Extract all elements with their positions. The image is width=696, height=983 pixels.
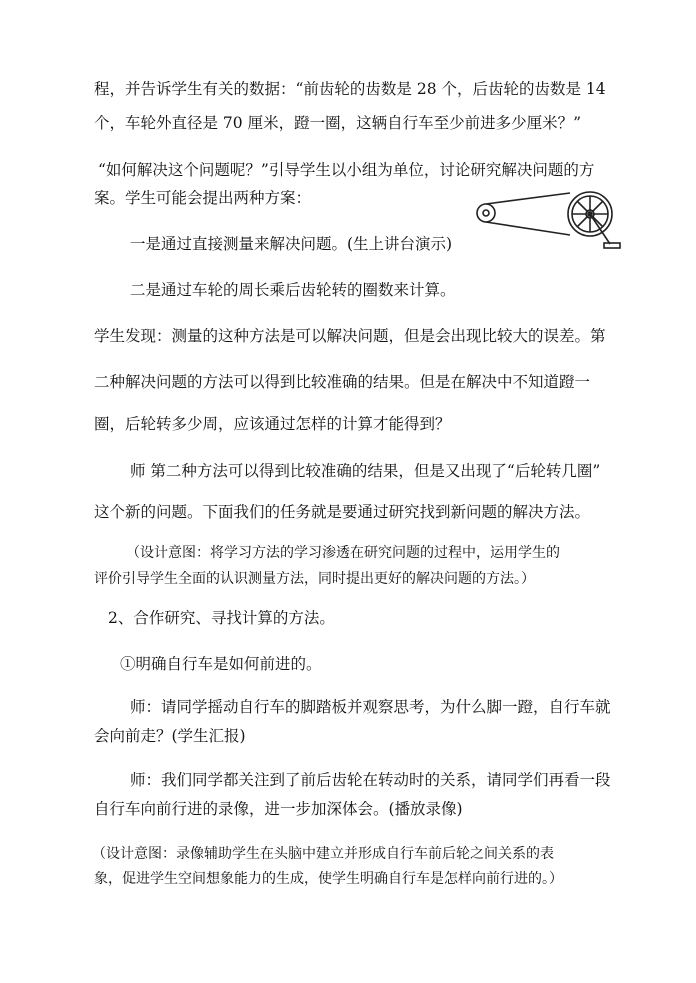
design-note-4: 象，促进学生空间想象能力的生成，使学生明确自行车是怎样向前行进的。） <box>94 871 563 887</box>
subsection-heading: ①明确自行车是如何前进的。 <box>120 655 322 673</box>
text-line-7: 学生发现：测量的这种方法是可以解决问题，但是会出现比较大的误差。第 <box>94 327 606 345</box>
text-line-2: 个，车轮外直径是 70 厘米，蹬一圈，这辆自行车至少前进多少厘米？” <box>94 114 582 132</box>
text-line-14: 师：我们同学都关注到了前后齿轮在转动时的关系，请同学们再看一段 <box>130 771 611 789</box>
design-note-2: 评价引导学生全面的认识测量方法，同时提出更好的解决问题的方法。） <box>94 571 535 587</box>
text-line-12: 师：请同学摇动自行车的脚踏板并观察思考，为什么脚一蹬，自行车就 <box>130 698 611 716</box>
text-line-5: 一是通过直接测量来解决问题。(生上讲台演示) <box>130 235 453 253</box>
section-heading: 2、合作研究、寻找计算的方法。 <box>108 609 335 627</box>
text-line-11: 这个新的问题。下面我们的任务就是要通过研究找到新问题的解决方法。 <box>94 503 591 521</box>
design-note-3: （设计意图：录像辅助学生在头脑中建立并形成自行车前后轮之间关系的表 <box>92 846 554 862</box>
text-line-1: 程，并告诉学生有关的数据：“前齿轮的齿数是 28 个，后齿轮的齿数是 14 <box>94 80 606 98</box>
text-line-6: 二是通过车轮的周长乘后齿轮转的圈数来计算。 <box>130 281 456 299</box>
text-line-10: 师 第二种方法可以得到比较准确的结果，但是又出现了“后轮转几圈” <box>130 462 601 480</box>
text-line-13: 会向前走？(学生汇报) <box>94 727 246 745</box>
bicycle-chain-figure <box>466 186 628 254</box>
text-line-4: 案。学生可能会提出两种方案： <box>94 189 312 207</box>
text-line-15: 自行车向前行进的录像，进一步加深体会。(播放录像) <box>94 800 463 818</box>
pedal <box>604 243 620 248</box>
design-note-1: （设计意图：将学习方法的学习渗透在研究问题的过程中，运用学生的 <box>126 545 560 561</box>
rear-sprocket <box>477 204 495 222</box>
text-line-3: “如何解决这个问题呢？”引导学生以小组为单位，讨论研究解决问题的方 <box>98 161 595 179</box>
text-line-9: 圈，后轮转多少周，应该通过怎样的计算才能得到？ <box>94 415 451 433</box>
text-line-8: 二种解决问题的方法可以得到比较准确的结果。但是在解决中不知道蹬一 <box>94 373 591 391</box>
